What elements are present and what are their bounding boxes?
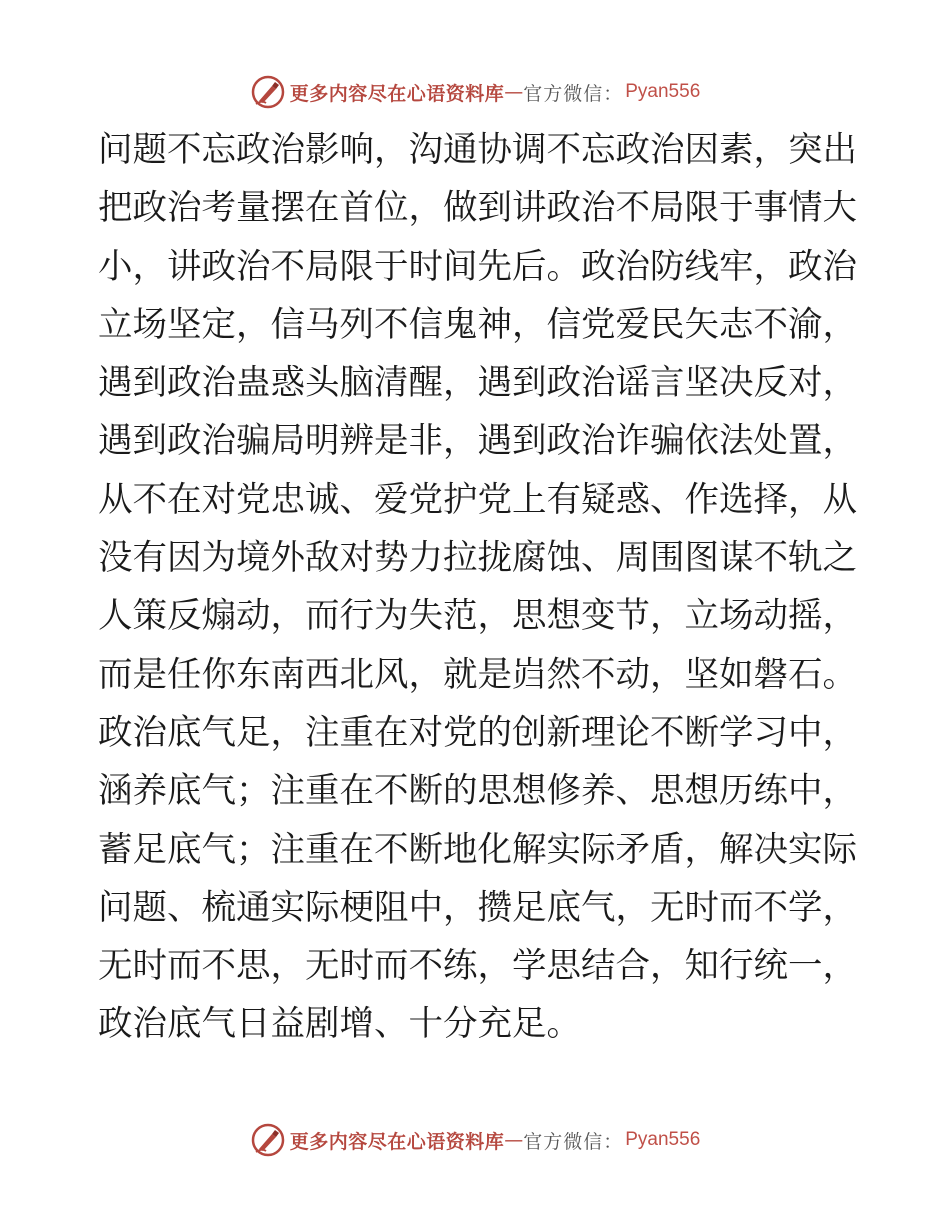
wechat-id: Pyan556 (625, 1129, 701, 1150)
wechat-label: 官方微信： (523, 82, 624, 105)
text-line: 没有因为境外敌对势力拉拢腐蚀、周围图谋不轨之 (98, 538, 857, 579)
wechat-id: Pyan556 (625, 81, 701, 102)
text-line: 涵养底气；注重在不断的思想修养、思想历练中， (98, 771, 857, 812)
text-line: 问题不忘政治影响，沟通协调不忘政治因素，突出 (98, 130, 857, 170)
text-line: 遇到政治蛊惑头脑清醒，遇到政治谣言坚决反对， (98, 363, 857, 404)
text-line: 把政治考量摆在首位，做到讲政治不局限于事情大 (98, 188, 857, 229)
text-line: 人策反煽动，而行为失范，思想变节，立场动摇， (98, 596, 857, 637)
banner-dash: — (504, 1129, 524, 1151)
writing-pen-logo-icon (250, 1122, 286, 1158)
banner-dash: — (504, 81, 524, 103)
header-banner (0, 72, 950, 112)
document-body (98, 121, 858, 1054)
footer-banner (0, 1120, 950, 1160)
writing-pen-logo-icon (250, 74, 286, 110)
wechat-label: 官方微信： (523, 1130, 624, 1153)
text-line: 立场坚定，信马列不信鬼神，信党爱民矢志不渝， (98, 304, 857, 345)
text-line: 遇到政治骗局明辨是非，遇到政治诈骗依法处置， (98, 421, 857, 462)
text-line: 蓄足底气；注重在不断地化解实际矛盾，解决实际 (98, 829, 857, 870)
text-line: 政治底气足，注重在对党的创新理论不断学习中， (98, 712, 857, 753)
text-line: 从不在对党忠诚、爱党护党上有疑惑、作选择，从 (98, 479, 857, 520)
text-line: 小，讲政治不局限于时间先后。政治防线牢，政治 (98, 246, 857, 287)
text-line: 政治底气日益剧增、十分充足。 (98, 1004, 581, 1045)
banner-title: 更多内容尽在心语资料库 (289, 1130, 505, 1153)
text-line: 而是任你东南西北风，就是岿然不动，坚如磐石。 (98, 654, 857, 695)
text-line: 无时而不思，无时而不练，学思结合，知行统一， (98, 946, 857, 987)
text-line: 问题、梳通实际梗阻中，攒足底气，无时而不学， (98, 887, 857, 928)
banner-title: 更多内容尽在心语资料库 (289, 82, 505, 105)
